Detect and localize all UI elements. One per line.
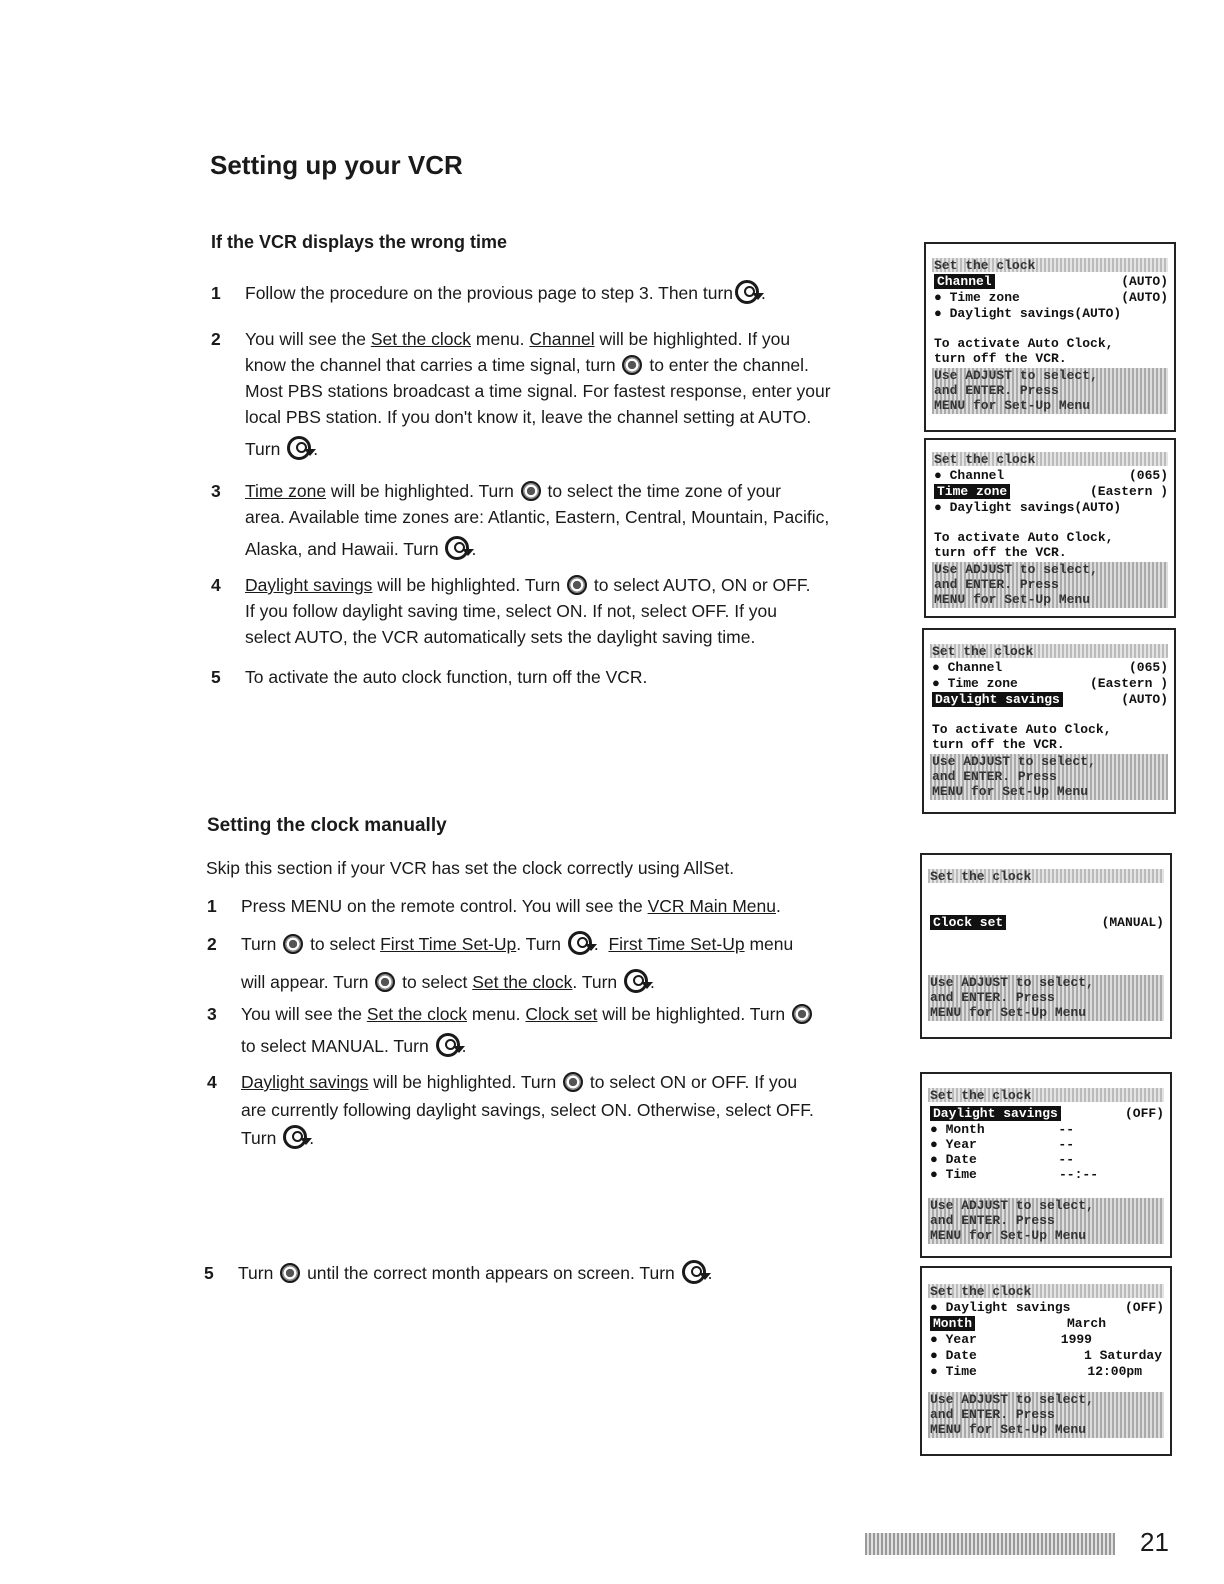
osd-row: Channel (AUTO) [934, 274, 1168, 289]
adjust-knob-icon [283, 934, 303, 954]
step-text: Turn [241, 1128, 277, 1148]
menu-ref-clock-set: Clock set [525, 1004, 598, 1024]
osd-screen-3 [922, 628, 1176, 814]
adjust-knob-icon [567, 575, 587, 595]
osd-row: Daylight savings (AUTO) [932, 692, 1168, 707]
step-text: select AUTO, the VCR automatically sets the daylight saving time. [245, 627, 756, 647]
s1-step-5 [211, 664, 648, 690]
adjust-knob-icon [622, 355, 642, 375]
step-text: to select ON or OFF. If you [585, 1072, 798, 1092]
step-text: You will see the [241, 1004, 367, 1024]
osd-row: ● Time zone (AUTO) [934, 290, 1168, 305]
osd-message: To activate Auto Clock, turn off the VCR. [934, 530, 1114, 560]
menu-ref-set-the-clock: Set the clock [366, 1004, 468, 1024]
s2-step-5: 5 Turn until the correct month appears on screen. Turn . [238, 1260, 713, 1286]
footer-decor-bar [865, 1533, 1115, 1555]
step-text: menu. [471, 329, 530, 349]
step-text: Turn [241, 934, 282, 954]
step-text: to select [397, 972, 473, 992]
osd-row: ● Daylight savings(AUTO) [934, 306, 1122, 321]
step-text: to select AUTO, ON or OFF. [589, 575, 811, 595]
step-text: will be highlighted. If you [594, 329, 791, 349]
menu-ref-daylight-savings: Daylight savings [241, 1072, 369, 1092]
s1-step-1: 1 Follow the procedure on the provious page to step 3. Then turn . [245, 280, 766, 306]
adjust-knob-icon [521, 481, 541, 501]
osd-title: Set the clock [928, 1088, 1164, 1102]
osd-row: ● Daylight savings (OFF) [930, 1300, 1164, 1315]
osd-row: Month March [930, 1316, 1164, 1331]
osd-help: Use ADJUST to select, and ENTER. Press MENU for Set-Up Menu [928, 975, 1164, 1021]
step-text: . Turn [572, 972, 618, 992]
turn-dial-icon [682, 1260, 706, 1284]
osd-row: ● Date -- [930, 1152, 1074, 1167]
osd-help: Use ADJUST to select, and ENTER. Press MENU for Set-Up Menu [932, 562, 1168, 608]
osd-row: Time zone (Eastern ) [934, 484, 1168, 499]
step-text: If you follow daylight saving time, select ON. If not, select OFF. If you [245, 601, 778, 621]
section-intro: Skip this section if your VCR has set the clock correctly using AllSet. [206, 858, 735, 878]
osd-row: Daylight savings (OFF) [930, 1106, 1164, 1121]
osd-screen-4 [920, 853, 1172, 1039]
adjust-knob-icon [280, 1263, 300, 1283]
step-text: will be highlighted. Turn [326, 481, 519, 501]
adjust-knob-icon [375, 972, 395, 992]
step-text: to enter the channel. [644, 355, 809, 375]
menu-ref-set-the-clock: Set the clock [472, 972, 573, 992]
page-number: 21 [1140, 1527, 1169, 1557]
osd-screen-1 [924, 242, 1176, 432]
step-text: . [775, 896, 781, 916]
adjust-knob-icon [792, 1004, 812, 1024]
turn-dial-icon [568, 931, 592, 955]
osd-row: ● Date 1 Saturday [930, 1348, 1162, 1363]
page-title: Setting up your VCR [210, 150, 463, 180]
osd-row: ● Channel (065) [934, 468, 1168, 483]
menu-ref-vcr-main-menu: VCR Main Menu [647, 896, 776, 916]
turn-dial-icon [287, 436, 311, 460]
step-number: 3 [211, 481, 221, 501]
step-number: 1 [207, 896, 217, 916]
adjust-knob-icon [563, 1072, 583, 1092]
step-text: . Turn [516, 934, 566, 954]
step-number: 5 [204, 1263, 214, 1283]
turn-dial-icon [624, 969, 648, 993]
step-number: 2 [211, 329, 221, 349]
step-text: area. Available time zones are: Atlantic, Eastern, Central, Mountain, Pacific, [245, 507, 830, 527]
s2-step-4: 4 Daylight savings will be highlighted. Turn to select ON or OFF. If you are currently following daylight savings, select ON. Otherwise, select OFF. Turn . [241, 1068, 861, 1152]
turn-dial-icon [436, 1033, 460, 1057]
step-text: will be highlighted. Turn [368, 1072, 562, 1092]
step-text: will be highlighted. Turn [597, 1004, 786, 1024]
osd-help: Use ADJUST to select, and ENTER. Press MENU for Set-Up Menu [932, 368, 1168, 414]
step-text: menu. [467, 1004, 526, 1024]
s1-step-3: 3 Time zone will be highlighted. Turn to select the time zone of your area. Available time zones are: Atlantic, Eastern, Central, Mountain, Pacific, Alaska, and Hawaii. Turn . [245, 478, 855, 562]
menu-ref-time-zone: Time zone [245, 481, 327, 501]
step-text: will be highlighted. Turn [372, 575, 566, 595]
s2-step-3: 3 You will see the Set the clock menu. Clock set will be highlighted. Turn to select MANUAL. Turn . [241, 998, 861, 1062]
section-heading-wrong-time: If the VCR displays the wrong time [211, 232, 508, 252]
osd-row: ● Year -- [930, 1137, 1074, 1152]
step-text: Follow the procedure on the provious page to step 3. Then turn [245, 283, 734, 303]
s1-step-2: 2 You will see the Set the clock menu. Channel will be highlighted. If you know the channel that carries a time signal, turn to enter the channel. Most PBS stations broadcast a time signal. For fastest response, enter your local PBS station. If you don't know it, leave the channel setting at AUTO. Turn . [245, 326, 855, 462]
step-number: 1 [211, 283, 221, 303]
menu-ref-daylight-savings: Daylight savings [245, 575, 373, 595]
step-text: are currently following daylight savings, select ON. Otherwise, select OFF. [241, 1100, 814, 1120]
osd-row: ● Time 12:00pm [930, 1364, 1142, 1379]
step-text: Most PBS stations broadcast a time signal. For fastest response, enter your [245, 381, 831, 401]
osd-screen-2 [924, 438, 1176, 618]
step-text: menu [744, 934, 794, 954]
osd-title: Set the clock [928, 869, 1164, 883]
section-heading-manual-clock: Setting the clock manually [207, 815, 447, 836]
step-text: until the correct month appears on screen. Turn [302, 1263, 675, 1283]
osd-screen-6 [920, 1266, 1172, 1456]
osd-screen-5 [920, 1072, 1172, 1258]
turn-dial-icon [283, 1125, 307, 1149]
osd-help: Use ADJUST to select, and ENTER. Press MENU for Set-Up Menu [928, 1198, 1164, 1244]
step-text: know the channel that carries a time signal, turn [245, 355, 621, 375]
step-text: Press MENU on the remote control. You will see the [241, 896, 648, 916]
osd-help: Use ADJUST to select, and ENTER. Press MENU for Set-Up Menu [930, 754, 1168, 800]
osd-row: ● Time --:-- [930, 1167, 1098, 1182]
step-number: 3 [207, 1004, 217, 1024]
step-text: to select [305, 934, 381, 954]
osd-row: Clock set (MANUAL) [930, 915, 1164, 930]
menu-ref-first-time-setup: First Time Set-Up [608, 934, 745, 954]
menu-ref-first-time-setup: First Time Set-Up [380, 934, 517, 954]
step-number: 2 [207, 934, 217, 954]
s1-step-4 [211, 572, 855, 650]
turn-dial-icon [735, 280, 759, 304]
osd-title: Set the clock [932, 452, 1168, 466]
step-text: local PBS station. If you don't know it, leave the channel setting at AUTO. [245, 407, 812, 427]
osd-title: Set the clock [932, 258, 1168, 272]
step-text: will appear. Turn [241, 972, 374, 992]
osd-title: Set the clock [928, 1284, 1164, 1298]
s2-step-1 [207, 893, 861, 919]
step-text: Alaska, and Hawaii. Turn [245, 539, 439, 559]
step-number: 4 [207, 1072, 217, 1092]
osd-row: ● Channel (065) [932, 660, 1168, 675]
menu-ref-channel: Channel [529, 329, 595, 349]
menu-ref-set-the-clock: Set the clock [370, 329, 472, 349]
osd-row: ● Daylight savings(AUTO) [934, 500, 1122, 515]
step-text: to select MANUAL. Turn [241, 1036, 429, 1056]
osd-row: ● Year 1999 [930, 1332, 1092, 1347]
osd-row: ● Month -- [930, 1122, 1074, 1137]
osd-help: Use ADJUST to select, and ENTER. Press MENU for Set-Up Menu [928, 1392, 1164, 1438]
step-text: You will see the [245, 329, 371, 349]
step-number: 4 [211, 575, 221, 595]
step-text: Turn [245, 439, 281, 459]
s2-step-2: 2 Turn to select First Time Set-Up. Turn . First Time Set-Up menu will appear. Turn to select Set the clock. Turn . [241, 925, 861, 1001]
step-text: to select the time zone of your [542, 481, 782, 501]
turn-dial-icon [445, 536, 469, 560]
step-text: To activate the auto clock function, turn off the VCR. [245, 667, 648, 687]
step-text: Turn [238, 1263, 279, 1283]
step-number: 5 [211, 667, 221, 687]
osd-row: ● Time zone (Eastern ) [932, 676, 1168, 691]
osd-message: To activate Auto Clock, turn off the VCR. [932, 722, 1112, 752]
osd-message: To activate Auto Clock, turn off the VCR. [934, 336, 1114, 366]
osd-title: Set the clock [930, 644, 1168, 658]
